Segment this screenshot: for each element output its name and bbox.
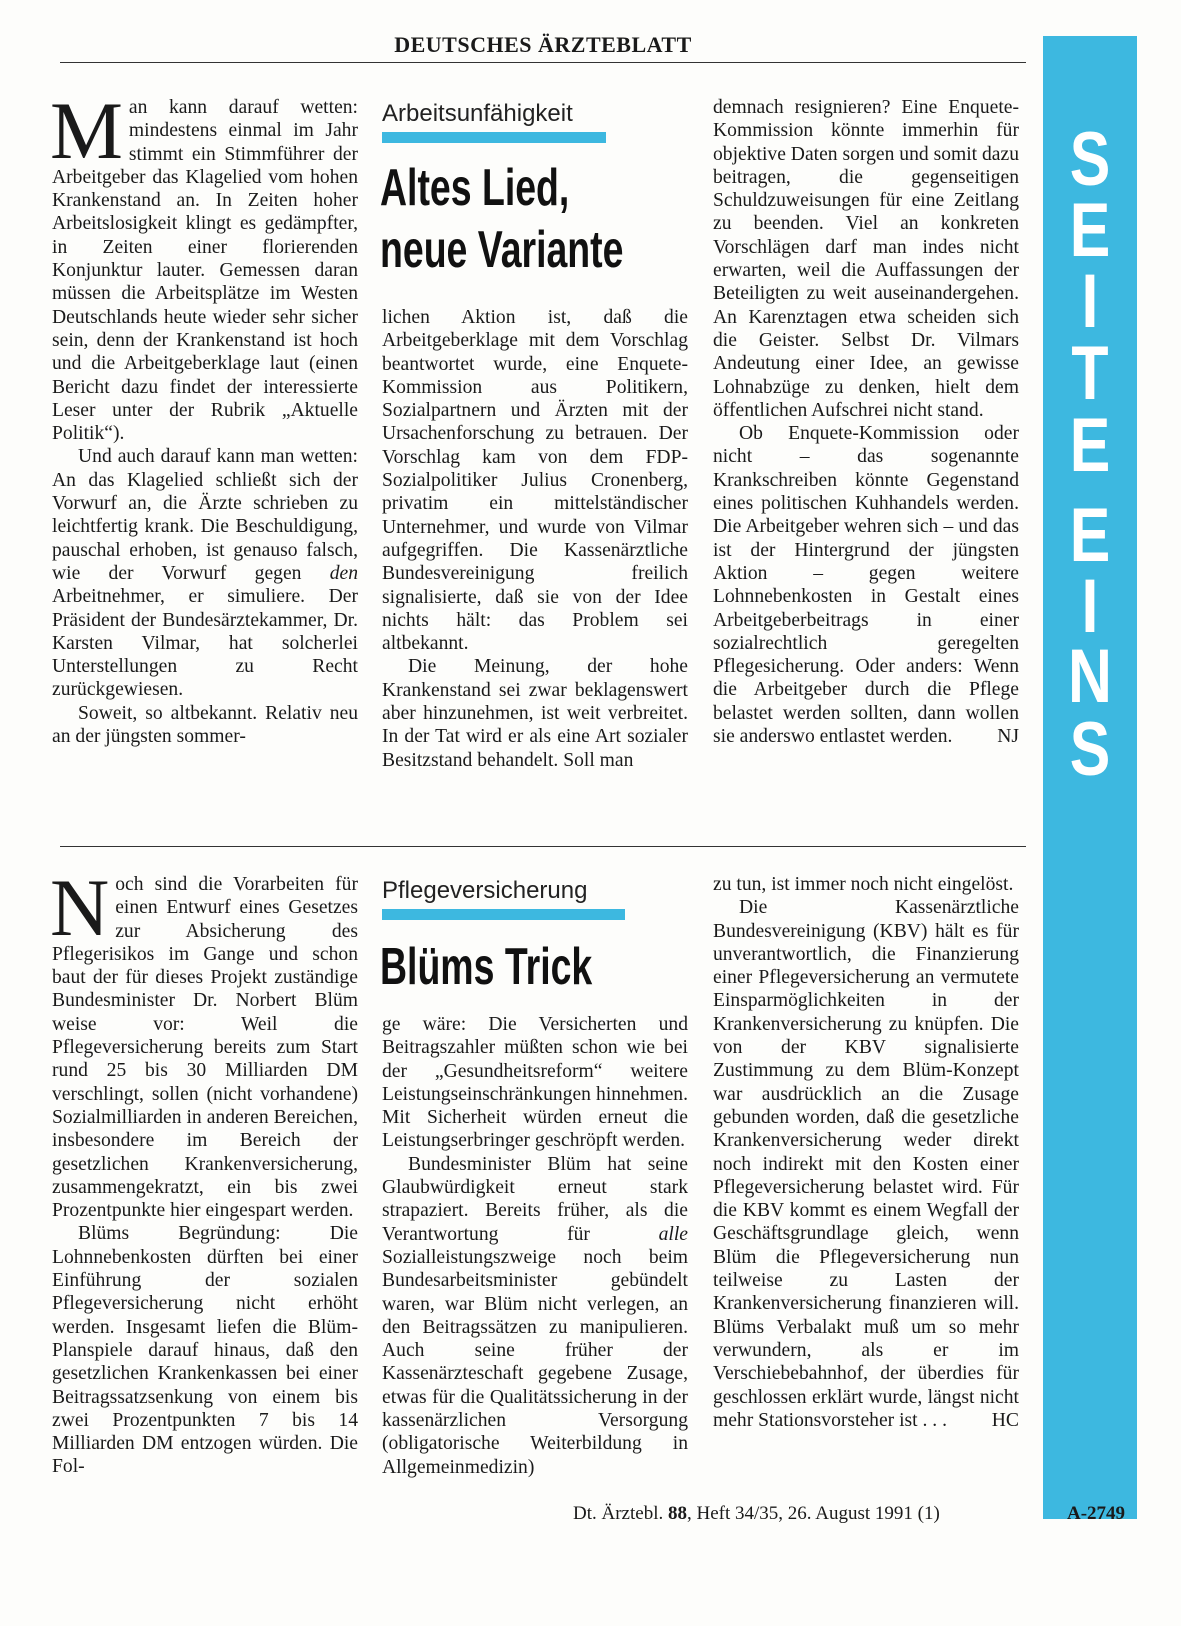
article2-dropcap: N	[50, 862, 110, 953]
sidebar-letter: E	[1069, 493, 1111, 578]
article1-dropcap: M	[50, 85, 123, 176]
article1-col1-para2: Und auch darauf kann man wetten: An das Klagelied schließt sich der Vorwurf an, die Ärzte schrieben zu leichtfertig krank. Die Beschuldigung, pauschal erhoben, ist genauso falsch, wie der Vorwurf gegen den Arbeitnehmer, er simuliere. Der Präsident der Bundesärztekammer, Dr. Karsten Vilmar, hat solcherlei Unterstellungen zu Recht zurückgewiesen.	[52, 446, 358, 701]
article2-col2-para1: ge wäre: Die Versicherten und Beitragszahler müßten schon wie bei der „Gesundheitsreform“ weitere Leistungseinschränkungen hinnehmen. Mit Sicherheit würden erneut die Leistungserbringer geschröpft werden.	[382, 1014, 688, 1152]
sidebar-letter: T	[1071, 331, 1109, 416]
article2-col1-para1: Noch sind die Vorarbeiten für einen Entwurf eines Gesetzes zur Absicherung des Pflegerisikos im Gange und schon baut der für dieses Projekt zuständige Bundesminister Dr. Norbert Blüm weise vor: Weil die Pflegeversicherung bereits zum Start rund 25 bis 30 Milliarden DM verschlingt, sollen (nicht vorhandene) Sozialmilliarden in anderen Bereichen, insbesondere im Bereich der gesetzlichen Krankenversicherung, zusammengekratzt, ein bis zwei Prozentpunkte hier eingespart werden.	[50, 862, 358, 1222]
article1-col3-para2: Ob Enquete-Kommission oder nicht – das sogenannte Krankschreiben könnte Gegenstand eines politischen Kuhhandels werden. Die Arbeitgeber wehren sich – und das ist der Hintergrund der jüngsten Aktion – gegen weitere Lohnnebenkosten in Gestalt eines Arbeitgeberbeitrags in einer sozialrechtlich geregelten Pflegesicherung. Oder anders: Wenn die Arbeitgeber durch die Pflege belastet werden sollten, dann wollen sie anderswo entlastet werden. NJ	[713, 423, 1019, 748]
article1-col2-para1: lichen Aktion ist, daß die Arbeitgeberklage mit dem Vorschlag beantwortet wurde, eine Enquete-Kommission aus Politikern, Sozialpartnern und Ärzten mit der Ursachenforschung zu betrauen. Der Vorschlag kam von dem FDP-Sozialpolitiker Julius Cronenberg, privatim ein mittelständischer Unternehmer, und wurde von Vilmar aufgegriffen. Die Kassenärztliche Bundesvereinigung freilich signalisierte, daß sie von der Idee nichts hält: das Problem sei altbekannt.	[382, 307, 688, 655]
article2-kicker: Pflegeversicherung	[382, 877, 588, 904]
article1-col1-para1: Man kann darauf wetten: mindestens einmal im Jahr stimmt ein Stimmführer der Arbeitgeber das Klagelied vom hohen Krankenstand an. In Zeiten hoher Arbeitslosigkeit klingt es gedämpfter, in Zeiten einer florierenden Konjunktur lauter. Gemessen daran müssen die Arbeitsplätze im Westen Deutschlands heute wieder sehr sicher sein, denn der Krankenstand ist hoch und die Arbeitgeberklage laut (einen Bericht dazu findet der interessierte Leser unter der Rubrik „Aktuelle Politik“).	[50, 85, 358, 445]
article1-column3	[713, 96, 1019, 748]
article1-column2	[382, 306, 688, 772]
page-number: A-2749	[1067, 1503, 1126, 1524]
article2-col1-para2: Blüms Begründung: Die Lohnnebenkosten dürften bei einer Einführung der sozialen Pflegeversicherung nicht erhöht werden. Insgesamt liefen die Blüm-Planspiele darauf hinaus, daß den gesetzlichen Krankenkassen bei einer Beitragssatzsenkung von einem bis zwei Prozentpunkten 7 bis 14 Milliarden DM entzogen würden. Die Fol-	[52, 1223, 358, 1478]
sidebar-letter: E	[1069, 403, 1111, 488]
article1-kicker: Arbeitsunfähigkeit	[382, 100, 573, 127]
article2-column3	[713, 873, 1019, 1432]
sidebar-letter: I	[1081, 564, 1099, 649]
masthead: DEUTSCHES ÄRZTEBLATT	[394, 32, 692, 57]
article1-headline-line2: neue Variante	[380, 221, 624, 279]
article1-col3-para1: demnach resignieren? Eine Enquete-Kommission könnte immerhin für objektive Daten sorgen und somit dazu beitragen, die gegenseitigen Schuldzuweisungen für eine Zeitlang zu beenden. Viel an konkreten Vorschlägen darf man indes nicht erwarten, weil die Auffassungen der Beteiligten zu weit auseinandergehen. An Karenztagen etwa scheiden sich die Geister. Selbst Dr. Vilmars Andeutung einer Idee, an gewisse Lohnabzüge zu denken, hielt dem öffentlichen Aufschrei nicht stand.	[713, 97, 1019, 421]
article2-kicker-bar	[382, 909, 625, 920]
article2-headline: Blüms Trick	[380, 938, 593, 996]
sidebar-letter: I	[1081, 259, 1099, 344]
footer-citation: Dt. Ärztebl. 88, Heft 34/35, 26. August 1991 (1)	[573, 1503, 940, 1524]
article1-col1-para3: Soweit, so altbekannt. Relativ neu an der jüngsten sommer-	[52, 702, 358, 748]
article1-author: NJ	[997, 726, 1019, 748]
article1-column1	[50, 85, 358, 748]
article-divider	[60, 846, 1026, 847]
sidebar-letter: E	[1069, 188, 1111, 273]
article1-col2-para2: Die Meinung, der hohe Krankenstand sei zwar beklagenswert aber hinzunehmen, ist weit verbreitet. In der Tat wird er als eine Art sozialer Besitzstand behandelt. Soll man	[382, 656, 688, 771]
sidebar-letter: N	[1068, 634, 1112, 719]
article1-kicker-bar	[382, 132, 606, 143]
article2-column2	[382, 1013, 688, 1479]
article1-headline-line1: Altes Lied,	[380, 159, 570, 217]
sidebar-letter: S	[1069, 117, 1111, 202]
article2-author: HC	[991, 1409, 1019, 1431]
seite-eins-sidebar	[1043, 36, 1137, 1519]
article2-col2-para2: Bundesminister Blüm hat seine Glaubwürdigkeit erneut stark strapaziert. Bereits früher, als die Verantwortung für alle Sozialleistungszweige noch beim Bundesarbeitsminister gebündelt waren, war Blüm nicht verlegen, an den Beitragssätzen zu manipulieren. Auch seine früher der Kassenärzteschaft gegebene Zusage, etwas für die Qualitätssicherung in der kassenärzlichen Versorgung (obligatorische Weiterbildung in Allgemeinmedizin)	[382, 1153, 688, 1478]
masthead-rule	[60, 62, 1026, 63]
article2-col3-para1: zu tun, ist immer noch nicht eingelöst.	[713, 874, 1014, 895]
sidebar-letter: S	[1069, 707, 1111, 792]
article2-col3-para2: Die Kassenärztliche Bundesvereinigung (KBV) hält es für unverantwortlich, die Finanzierung einer Pflegeversicherung an vermutete Einsparmöglichkeiten in der Krankenversicherung zu knüpfen. Die von der KBV signalisierte Zustimmung zu dem Blüm-Konzept war ausdrücklich an die Zusage gebunden worden, daß die gesetzliche Krankenversicherung weder direkt noch indirekt mit den Kosten einer Pflegeversicherung belastet wird. Für die KBV kommt es einem Wegfall der Geschäftsgrundlage gleich, wenn Blüm die Pflegeversicherung nun teilweise zu Lasten der Krankenversicherung finanzieren will. Blüms Verbalakt muß um so mehr verwundern, als er im Verschiebebahnhof, der überdies für geschlossen erklärt wurde, längst nicht mehr Stationsvorsteher ist . . . HC	[713, 897, 1019, 1431]
article2-column1	[50, 862, 358, 1479]
